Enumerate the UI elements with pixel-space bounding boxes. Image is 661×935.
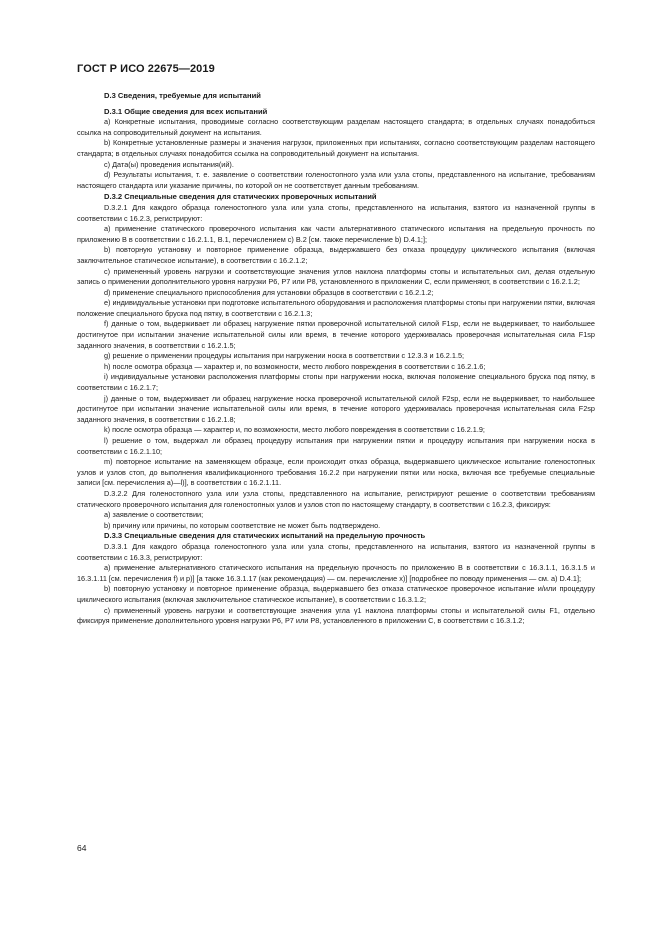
- paragraph: g) решение о применении процедуры испытания при нагружении носка в соответствии с 12.3.3 и 16.2.1.5;: [104, 351, 465, 361]
- paragraph: l) решение о том, выдержал ли образец процедуру испытания при нагружении пятки и процедуру испытания при нагружении носка в соответствии с 16.2.1.10;: [77, 436, 595, 456]
- document-body: [77, 91, 595, 627]
- paragraph: i) индивидуальные установки расположения платформы стопы при нагружении носка, включая положение специального бруска под пятку, в соответствии с 16.2.1.7;: [77, 372, 595, 393]
- section-heading-d3: D.3 Сведения, требуемые для испытаний: [104, 91, 261, 100]
- paragraph: j) данные о том, выдерживает ли образец нагружение носка проверочной испытательной силой F2sp, если не выдерживает, то наибольшее достигнутое при испытании значение испытательной силы или время, в течение которого удерживалась проверочная испытательная сила F2sp заданного значения, в соответствии с 16.2.1.8;: [77, 393, 595, 424]
- paragraph: а) применение альтернативного статического испытания на предельную прочность по приложению В в соответствии с 16.3.1.1, 16.3.1.5 и 16.3.1.11 [см. перечисления f) и p)] [а также 16.3.1.17 (как рекомендация) — см. перечисление x)] [подробнее по поводу применения — см. а) D.4.1];: [77, 563, 595, 583]
- section-heading-d31: D.3.1 Общие сведения для всех испытаний: [104, 106, 268, 116]
- paragraph: а) заявление о соответствии;: [104, 510, 204, 520]
- section-heading-d32: D.3.2 Специальные сведения для статических проверочных испытаний: [104, 192, 377, 202]
- paragraph: b) причину или причины, по которым соответствие не может быть подтверждено.: [104, 520, 381, 530]
- document-header: ГОСТ Р ИСО 22675—2019: [77, 63, 215, 75]
- paragraph: а) применение статического проверочного испытания как части альтернативного статического испытания на предельную прочность по приложению В в соответствии с 16.2.1.1, В.1, перечислением с) В.2 [см. также перечисление b) D.4.1;];: [77, 224, 595, 244]
- paragraph: а) Конкретные испытания, проводимые согласно соответствующим разделам настоящего стандарта; в отдельных случаях понадобиться ссылка на сопроводительный документ на испытания.: [77, 117, 595, 137]
- paragraph: h) после осмотра образца — характер и, по возможности, место любого повреждения в соответствии с 16.2.1.6;: [104, 361, 486, 371]
- paragraph: c) Дата(ы) проведения испытания(ий).: [104, 159, 234, 169]
- section-heading-d33: D.3.3 Специальные сведения для статических испытаний на предельную прочность: [104, 531, 426, 541]
- paragraph: D.3.2.2 Для голеностопного узла или узла стопы, представленного на испытание, регистрируют решение о соответствии требованиям статического проверочного испытания для голеностопных узлов и узлов стоп по настоящему стандарту, в соответствии с 16.2.3, фиксируя:: [77, 488, 595, 509]
- page-number: 64: [77, 843, 87, 853]
- paragraph: c) примененный уровень нагрузки и соответствующие значения угла γ1 наклона платформы стопы и испытательной силы F1, отдельно фиксируя применение дополнительного уровня нагрузки Р6, Р7 или Р8, установленного в приложении С, в соответствии с 16.3.1.2;: [77, 605, 595, 626]
- paragraph: d) Результаты испытания, т. е. заявление о соответствии голеностопного узла или узла стопы, представленного на испытание, требованиям настоящего стандарта или указание причины, по которой он не соответствует данным требованиям.: [77, 170, 595, 190]
- paragraph: c) примененный уровень нагрузки и соответствующие значения углов наклона платформы стопы и испытательных сил, делая отдельную запись о применении дополнительного уровня нагрузки Р6, Р7 или Р8, установленного в приложении С, если применяют, в соответствии с 16.2.1.2;: [77, 266, 595, 287]
- paragraph: D.3.2.1 Для каждого образца голеностопного узла или узла стопы, представленного на испытания, взятого из назначенной группы в соответствии с 16.2.3, регистрируют:: [77, 202, 595, 223]
- paragraph: D.3.3.1 Для каждого образца голеностопного узла или узла стопы, представленного на испытания, взятого из назначенной группы в соответствии с 16.3.3, регистрируют:: [77, 541, 595, 562]
- paragraph: f) данные о том, выдерживает ли образец нагружение пятки проверочной испытательной силой F1sp, если не выдерживает, то наибольшее достигнутое при испытании значение испытательной силы или время, в течение которого удерживалась проверочная испытательная сила F1sp заданного значения, в соответствии с 16.2.1.5;: [77, 319, 595, 350]
- paragraph: b) повторную установку и повторное применение образца, выдержавшего без отказа статическое проверочное испытание и/или процедуру циклического испытания (включая заключительное статическое испытание), в соответствии с 16.3.1.2;: [77, 584, 595, 604]
- paragraph: b) Конкретные установленные размеры и значения нагрузок, приложенных при испытаниях, согласно соответствующим разделам настоящего стандарта; в отдельных случаях понадобится ссылка на сопроводительный документ на испытания.: [77, 138, 595, 158]
- paragraph: k) после осмотра образца — характер и, по возможности, место любого повреждения в соответствии с 16.2.1.9;: [104, 425, 485, 435]
- paragraph: b) повторную установку и повторное применение образца, выдержавшего без отказа процедуру циклического испытания (включая заключительное статическое испытание), в соответствии с 16.2.1.2;: [77, 245, 595, 265]
- paragraph: е) индивидуальные установки при подготовке испытательного оборудования и расположения платформы стопы при нагружении пятки, включая положение специального бруска под пятку, в соответствии с 16.2.1.3;: [77, 298, 595, 318]
- paragraph: d) применение специального приспособления для установки образцов в соответствии с 16.2.1.2;: [104, 287, 434, 297]
- paragraph: m) повторное испытание на заменяющем образце, если происходит отказ образца, выдержавшего циклическое испытание голеностопных узлов и узлов стоп, до выполнения квалификационного требования 16.2.2 при нагружении пятки или носка, включая все требуемые специальные записи [см. перечисления а)—l)], в соответствии с 16.2.1.11.: [77, 457, 595, 488]
